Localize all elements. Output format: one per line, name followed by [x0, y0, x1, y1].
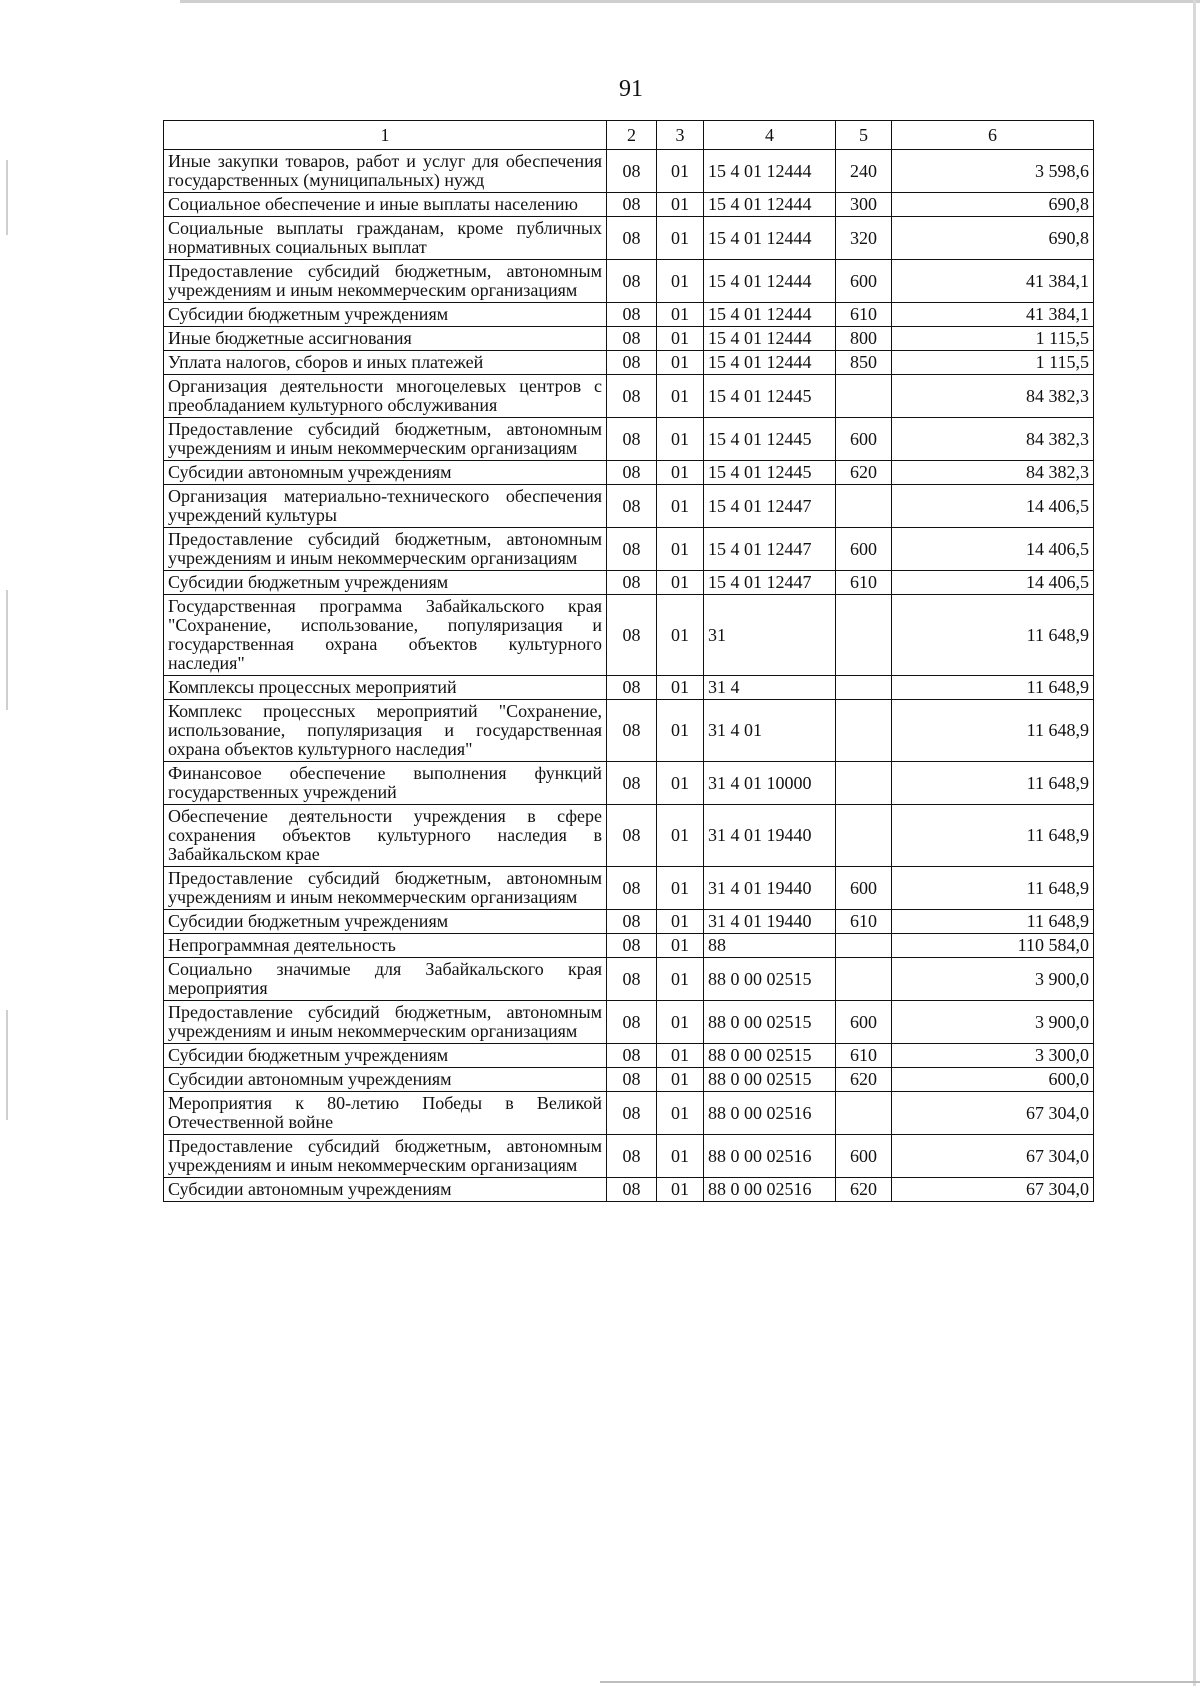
- table-row: [164, 910, 1094, 934]
- amount: 11 648,9: [892, 676, 1094, 700]
- item-name: Уплата налогов, сборов и иных платежей: [164, 351, 607, 375]
- table-row: [164, 375, 1094, 418]
- column-header: 2: [607, 121, 657, 150]
- subsection-code: 01: [657, 958, 704, 1001]
- target-article-code: 88 0 00 02515: [704, 1068, 836, 1092]
- target-article-code: 88 0 00 02515: [704, 958, 836, 1001]
- table-row: [164, 1135, 1094, 1178]
- expense-type-code: [836, 595, 892, 676]
- target-article-code: 15 4 01 12445: [704, 375, 836, 418]
- item-name: Субсидии бюджетным учреждениям: [164, 910, 607, 934]
- target-article-code: 15 4 01 12444: [704, 217, 836, 260]
- target-article-code: 31 4 01 19440: [704, 867, 836, 910]
- table-row: [164, 700, 1094, 762]
- item-name: Иные закупки товаров, работ и услуг для обеспечения государственных (муниципальных) нужд: [164, 150, 607, 193]
- table-body: [164, 150, 1094, 1202]
- table-row: [164, 303, 1094, 327]
- column-header: 4: [704, 121, 836, 150]
- subsection-code: 01: [657, 375, 704, 418]
- table-row: [164, 327, 1094, 351]
- amount: 110 584,0: [892, 934, 1094, 958]
- table-row: [164, 193, 1094, 217]
- table-row: [164, 676, 1094, 700]
- section-code: 08: [607, 303, 657, 327]
- section-code: 08: [607, 805, 657, 867]
- section-code: 08: [607, 910, 657, 934]
- table-row: [164, 528, 1094, 571]
- target-article-code: 15 4 01 12447: [704, 571, 836, 595]
- expense-type-code: 850: [836, 351, 892, 375]
- item-name: Обеспечение деятельности учреждения в сфере сохранения объектов культурного наследия в Забайкальском крае: [164, 805, 607, 867]
- expense-type-code: 600: [836, 260, 892, 303]
- amount: 3 300,0: [892, 1044, 1094, 1068]
- item-name: Государственная программа Забайкальского края "Сохранение, использование, популяризация и государственная охрана объектов культурного наследия": [164, 595, 607, 676]
- amount: 1 115,5: [892, 351, 1094, 375]
- expense-type-code: 610: [836, 910, 892, 934]
- expense-type-code: 600: [836, 418, 892, 461]
- target-article-code: 31 4 01 19440: [704, 805, 836, 867]
- target-article-code: 15 4 01 12444: [704, 150, 836, 193]
- item-name: Предоставление субсидий бюджетным, автономным учреждениям и иным некоммерческим организациям: [164, 418, 607, 461]
- item-name: Предоставление субсидий бюджетным, автономным учреждениям и иным некоммерческим организациям: [164, 1135, 607, 1178]
- section-code: 08: [607, 217, 657, 260]
- section-code: 08: [607, 1044, 657, 1068]
- section-code: 08: [607, 1092, 657, 1135]
- item-name: Комплекс процессных мероприятий "Сохранение, использование, популяризация и государственная охрана объектов культурного наследия": [164, 700, 607, 762]
- section-code: 08: [607, 375, 657, 418]
- expense-type-code: 610: [836, 303, 892, 327]
- table-row: [164, 260, 1094, 303]
- target-article-code: 88 0 00 02515: [704, 1044, 836, 1068]
- table-row: [164, 571, 1094, 595]
- subsection-code: 01: [657, 418, 704, 461]
- section-code: 08: [607, 528, 657, 571]
- item-name: Предоставление субсидий бюджетным, автономным учреждениям и иным некоммерческим организациям: [164, 528, 607, 571]
- section-code: 08: [607, 1135, 657, 1178]
- amount: 11 648,9: [892, 867, 1094, 910]
- target-article-code: 88 0 00 02516: [704, 1135, 836, 1178]
- section-code: 08: [607, 260, 657, 303]
- amount: 11 648,9: [892, 595, 1094, 676]
- amount: 11 648,9: [892, 762, 1094, 805]
- column-header: 5: [836, 121, 892, 150]
- page-number: 91: [619, 76, 643, 102]
- column-header: 1: [164, 121, 607, 150]
- amount: 84 382,3: [892, 375, 1094, 418]
- section-code: 08: [607, 676, 657, 700]
- expense-type-code: [836, 1092, 892, 1135]
- subsection-code: 01: [657, 1092, 704, 1135]
- target-article-code: 31 4 01: [704, 700, 836, 762]
- amount: 41 384,1: [892, 260, 1094, 303]
- scan-mark-left: [6, 1010, 8, 1120]
- amount: 41 384,1: [892, 303, 1094, 327]
- amount: 14 406,5: [892, 571, 1094, 595]
- expense-type-code: 800: [836, 327, 892, 351]
- column-header: 3: [657, 121, 704, 150]
- expense-type-code: 320: [836, 217, 892, 260]
- item-name: Непрограммная деятельность: [164, 934, 607, 958]
- subsection-code: 01: [657, 910, 704, 934]
- amount: 14 406,5: [892, 485, 1094, 528]
- item-name: Субсидии автономным учреждениям: [164, 461, 607, 485]
- expense-type-code: [836, 700, 892, 762]
- item-name: Субсидии бюджетным учреждениям: [164, 1044, 607, 1068]
- section-code: 08: [607, 958, 657, 1001]
- table-row: [164, 351, 1094, 375]
- section-code: 08: [607, 351, 657, 375]
- column-header: 6: [892, 121, 1094, 150]
- subsection-code: 01: [657, 150, 704, 193]
- target-article-code: 15 4 01 12444: [704, 193, 836, 217]
- subsection-code: 01: [657, 571, 704, 595]
- amount: 67 304,0: [892, 1092, 1094, 1135]
- amount: 3 900,0: [892, 1001, 1094, 1044]
- table-row: [164, 1068, 1094, 1092]
- expense-type-code: 620: [836, 1068, 892, 1092]
- scan-mark-left: [6, 590, 8, 710]
- target-article-code: 15 4 01 12444: [704, 260, 836, 303]
- expense-type-code: 240: [836, 150, 892, 193]
- subsection-code: 01: [657, 762, 704, 805]
- expense-type-code: 600: [836, 528, 892, 571]
- target-article-code: 15 4 01 12445: [704, 461, 836, 485]
- expense-type-code: [836, 485, 892, 528]
- subsection-code: 01: [657, 485, 704, 528]
- item-name: Мероприятия к 80-летию Победы в Великой Отечественной войне: [164, 1092, 607, 1135]
- subsection-code: 01: [657, 700, 704, 762]
- amount: 690,8: [892, 217, 1094, 260]
- subsection-code: 01: [657, 1178, 704, 1202]
- target-article-code: 15 4 01 12444: [704, 327, 836, 351]
- section-code: 08: [607, 571, 657, 595]
- item-name: Финансовое обеспечение выполнения функций государственных учреждений: [164, 762, 607, 805]
- table-row: [164, 595, 1094, 676]
- scan-mark-left: [6, 160, 8, 235]
- table-row: [164, 867, 1094, 910]
- section-code: 08: [607, 485, 657, 528]
- item-name: Предоставление субсидий бюджетным, автономным учреждениям и иным некоммерческим организациям: [164, 260, 607, 303]
- subsection-code: 01: [657, 217, 704, 260]
- amount: 11 648,9: [892, 805, 1094, 867]
- expense-type-code: 620: [836, 1178, 892, 1202]
- item-name: Иные бюджетные ассигнования: [164, 327, 607, 351]
- item-name: Субсидии автономным учреждениям: [164, 1178, 607, 1202]
- expense-type-code: 610: [836, 1044, 892, 1068]
- item-name: Субсидии автономным учреждениям: [164, 1068, 607, 1092]
- expense-type-code: 610: [836, 571, 892, 595]
- item-name: Субсидии бюджетным учреждениям: [164, 303, 607, 327]
- table-row: [164, 1178, 1094, 1202]
- amount: 1 115,5: [892, 327, 1094, 351]
- table-row: [164, 418, 1094, 461]
- table-row: [164, 1092, 1094, 1135]
- expense-type-code: [836, 762, 892, 805]
- amount: 84 382,3: [892, 418, 1094, 461]
- table-row: [164, 485, 1094, 528]
- amount: 3 598,6: [892, 150, 1094, 193]
- section-code: 08: [607, 418, 657, 461]
- expense-type-code: 600: [836, 1135, 892, 1178]
- target-article-code: 15 4 01 12447: [704, 528, 836, 571]
- section-code: 08: [607, 1001, 657, 1044]
- amount: 84 382,3: [892, 461, 1094, 485]
- amount: 690,8: [892, 193, 1094, 217]
- section-code: 08: [607, 461, 657, 485]
- expense-type-code: 600: [836, 867, 892, 910]
- subsection-code: 01: [657, 1135, 704, 1178]
- table-row: [164, 1001, 1094, 1044]
- subsection-code: 01: [657, 351, 704, 375]
- section-code: 08: [607, 150, 657, 193]
- item-name: Субсидии бюджетным учреждениям: [164, 571, 607, 595]
- section-code: 08: [607, 934, 657, 958]
- expense-type-code: [836, 805, 892, 867]
- table-row: [164, 958, 1094, 1001]
- subsection-code: 01: [657, 595, 704, 676]
- subsection-code: 01: [657, 461, 704, 485]
- target-article-code: 88 0 00 02516: [704, 1178, 836, 1202]
- scan-border-bottom: [600, 1681, 1200, 1683]
- target-article-code: 88 0 00 02516: [704, 1092, 836, 1135]
- subsection-code: 01: [657, 1044, 704, 1068]
- table-row: [164, 461, 1094, 485]
- item-name: Предоставление субсидий бюджетным, автономным учреждениям и иным некоммерческим организациям: [164, 1001, 607, 1044]
- table-row: [164, 1044, 1094, 1068]
- expense-type-code: [836, 676, 892, 700]
- subsection-code: 01: [657, 260, 704, 303]
- item-name: Социальное обеспечение и иные выплаты населению: [164, 193, 607, 217]
- target-article-code: 15 4 01 12444: [704, 303, 836, 327]
- subsection-code: 01: [657, 934, 704, 958]
- amount: 67 304,0: [892, 1178, 1094, 1202]
- table-row: [164, 762, 1094, 805]
- amount: 600,0: [892, 1068, 1094, 1092]
- target-article-code: 15 4 01 12447: [704, 485, 836, 528]
- section-code: 08: [607, 595, 657, 676]
- target-article-code: 88 0 00 02515: [704, 1001, 836, 1044]
- table-row: [164, 805, 1094, 867]
- budget-table: [163, 120, 1094, 1202]
- amount: 3 900,0: [892, 958, 1094, 1001]
- section-code: 08: [607, 327, 657, 351]
- item-name: Организация деятельности многоцелевых центров с преобладанием культурного обслуживания: [164, 375, 607, 418]
- amount: 14 406,5: [892, 528, 1094, 571]
- target-article-code: 31 4: [704, 676, 836, 700]
- item-name: Комплексы процессных мероприятий: [164, 676, 607, 700]
- amount: 11 648,9: [892, 700, 1094, 762]
- amount: 11 648,9: [892, 910, 1094, 934]
- subsection-code: 01: [657, 303, 704, 327]
- header-row: [164, 121, 1094, 150]
- subsection-code: 01: [657, 1001, 704, 1044]
- item-name: Социально значимые для Забайкальского края мероприятия: [164, 958, 607, 1001]
- item-name: Предоставление субсидий бюджетным, автономным учреждениям и иным некоммерческим организациям: [164, 867, 607, 910]
- target-article-code: 31 4 01 19440: [704, 910, 836, 934]
- subsection-code: 01: [657, 193, 704, 217]
- expense-type-code: [836, 958, 892, 1001]
- expense-type-code: [836, 934, 892, 958]
- section-code: 08: [607, 762, 657, 805]
- target-article-code: 88: [704, 934, 836, 958]
- subsection-code: 01: [657, 1068, 704, 1092]
- table-row: [164, 217, 1094, 260]
- section-code: 08: [607, 1178, 657, 1202]
- expense-type-code: [836, 375, 892, 418]
- scan-border-top: [180, 0, 1200, 3]
- subsection-code: 01: [657, 805, 704, 867]
- table-row: [164, 150, 1094, 193]
- target-article-code: 15 4 01 12445: [704, 418, 836, 461]
- target-article-code: 31 4 01 10000: [704, 762, 836, 805]
- section-code: 08: [607, 193, 657, 217]
- table-row: [164, 934, 1094, 958]
- item-name: Организация материально-технического обеспечения учреждений культуры: [164, 485, 607, 528]
- target-article-code: 15 4 01 12444: [704, 351, 836, 375]
- expense-type-code: 600: [836, 1001, 892, 1044]
- section-code: 08: [607, 700, 657, 762]
- section-code: 08: [607, 1068, 657, 1092]
- amount: 67 304,0: [892, 1135, 1094, 1178]
- subsection-code: 01: [657, 676, 704, 700]
- target-article-code: 31: [704, 595, 836, 676]
- section-code: 08: [607, 867, 657, 910]
- item-name: Социальные выплаты гражданам, кроме публичных нормативных социальных выплат: [164, 217, 607, 260]
- scan-border-right: [1193, 0, 1196, 1686]
- subsection-code: 01: [657, 867, 704, 910]
- subsection-code: 01: [657, 528, 704, 571]
- subsection-code: 01: [657, 327, 704, 351]
- expense-type-code: 620: [836, 461, 892, 485]
- expense-type-code: 300: [836, 193, 892, 217]
